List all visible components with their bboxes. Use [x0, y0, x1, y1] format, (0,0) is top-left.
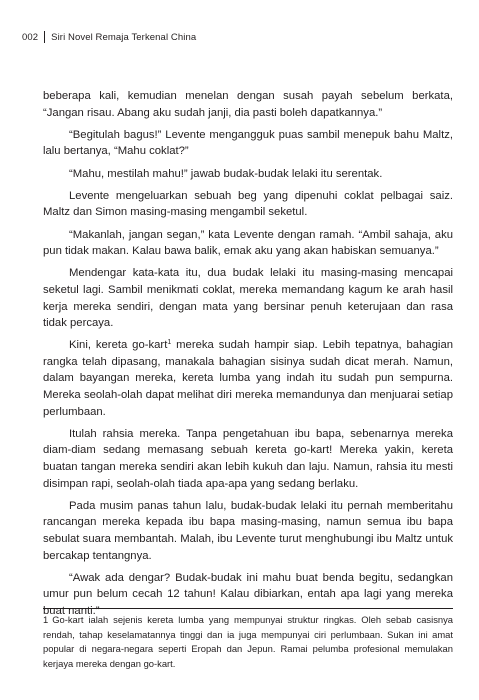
header-divider	[44, 31, 45, 43]
paragraph: “Mahu, mestilah mahu!” jawab budak-budak lelaki itu serentak.	[69, 167, 383, 180]
paragraph-text-end: mereka sudah hampir siap. Lebih tepatnya, bahagian rangka telah dipasang, manakala bahagian sisinya sudah dicat merah. Namun, dalam bayangan mereka, kereta lumba yang indah itu sudah pun sempurna. Mereka seolah-olah dapat melihat diri mereka memandunya dan menjuarai setiap perlumbaan.	[43, 339, 454, 418]
footnote-divider	[43, 608, 453, 609]
paragraph: “Makanlah, jangan segan,” kata Levente dengan ramah. “Ambil sahaja, aku pun tidak makan. Kalau bawa balik, emak aku yang akan habiskan semuanya.”	[43, 228, 453, 258]
paragraph: Itulah rahsia mereka. Tanpa pengetahuan ibu bapa, sebenarnya mereka diam-diam sedang memasang sebuah kereta go-kart! Mereka yakin, kereta buatan tangan mereka sendiri akan lebih kukuh dan laju. Namun, rahsia itu mesti disimpan rapi, seolah-olah tiada apa-apa yang sedang berlaku.	[43, 427, 453, 490]
running-header	[22, 30, 196, 44]
footnote-reference: 1	[167, 339, 172, 347]
paragraph: “Awak ada dengar? Budak-budak ini mahu buat benda begitu, sedangkan umur pun belum cecah 12 tahun! Kalau dibiarkan, entah apa lagi yang mereka buat nanti.”	[43, 571, 453, 617]
paragraph-text-start: Kini, kereta go-kart	[69, 339, 168, 352]
paragraph: “Begitulah bagus!” Levente mengangguk puas sambil menepuk bahu Maltz, lalu bertanya, “Mahu coklat?”	[43, 128, 453, 158]
footnote	[43, 613, 453, 671]
paragraph-with-footnote-ref	[43, 337, 453, 420]
paragraph: beberapa kali, kemudian menelan dengan susah payah sebelum berkata, “Jangan risau. Abang aku sudah janji, dia pasti boleh dapatkannya.”	[43, 90, 453, 119]
series-title: Siri Novel Remaja Terkenal China	[51, 31, 197, 43]
body-text	[43, 88, 453, 625]
page-number: 002	[22, 31, 39, 43]
paragraph: Pada musim panas tahun lalu, budak-budak lelaki itu pernah memberitahu rancangan mereka kepada ibu bapa masing-masing, namun semua ibu bapa sebulat suara membantah. Malah, ibu Levente turut menghubungi ibu Maltz untuk bercakap tentangnya.	[43, 499, 453, 562]
footnote-marker: 1	[43, 614, 49, 625]
paragraph: Levente mengeluarkan sebuah beg yang dipenuhi coklat pelbagai saiz. Maltz dan Simon masing-masing mengambil seketul.	[43, 189, 453, 219]
paragraph: Mendengar kata-kata itu, dua budak lelaki itu masing-masing mencapai seketul lagi. Sambil menikmati coklat, mereka memandang kagum ke arah hasil kerja mereka sendiri, dengan mata yang bersinar penuh keterujaan dan rasa tidak percaya.	[43, 267, 453, 330]
footnote-text: Go-kart ialah sejenis kereta lumba yang mempunyai struktur ringkas. Oleh sebab casisnya rendah, tahap keselamatannya tinggi dan ia juga mempunyai ciri perlumbaan. Sukan ini amat popular di negara-negara seperti Eropah dan Jepun. Ramai pelumba profesional memulakan kerjaya mereka dengan go-kart.	[43, 614, 453, 669]
